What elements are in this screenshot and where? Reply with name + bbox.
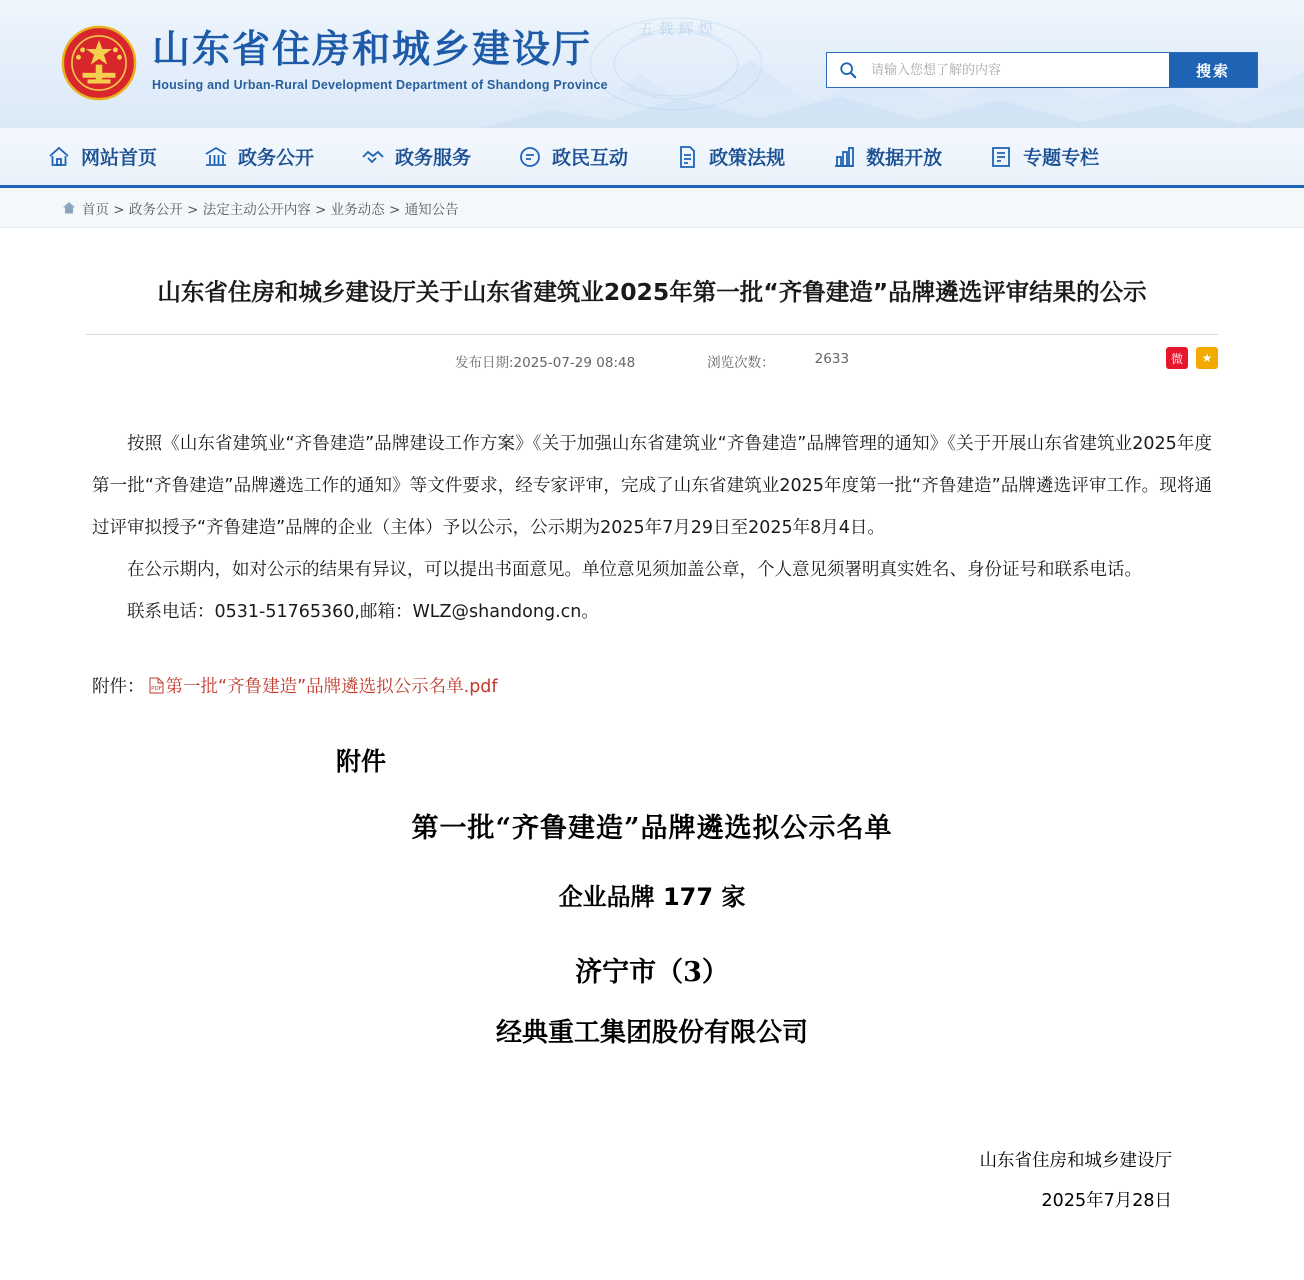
attachment-preview xyxy=(86,698,1218,1260)
view-count-group xyxy=(707,351,849,371)
view-count-label: 浏览次数： xyxy=(707,355,775,371)
nav-item-special-columns[interactable] xyxy=(988,143,1099,170)
nav-label-home: 网站首页 xyxy=(81,147,158,169)
nav-label-government-services: 政务服务 xyxy=(395,147,472,169)
paragraph-3: 联系电话：0531-51765360,邮箱：WLZ@shandong.cn。 xyxy=(127,602,599,622)
site-title-en: Housing and Urban-Rural Development Department of Shandong Province xyxy=(152,78,608,92)
column-icon xyxy=(988,144,1014,170)
site-header xyxy=(0,0,1304,128)
nav-label-open-data: 数据开放 xyxy=(866,147,943,169)
nav-label-government-affairs: 政务公开 xyxy=(238,147,315,169)
nav-label-public-interaction: 政民互动 xyxy=(552,147,629,169)
nav-label-special-columns: 专题专栏 xyxy=(1023,147,1100,169)
main-navigation xyxy=(0,128,1304,188)
chat-icon xyxy=(517,144,543,170)
home-small-icon xyxy=(62,201,76,215)
attachment-row xyxy=(86,633,1218,698)
page-title: 山东省住房和城乡建设厅关于山东省建筑业2025年第一批“齐鲁建造”品牌遴选评审结果的公示 xyxy=(86,262,1218,335)
paragraph-2: 在公示期内，如对公示的结果有异议，可以提出书面意见。单位意见须加盖公章，个人意见须署明真实姓名、身份证号和联系电话。 xyxy=(127,560,1142,580)
svg-text:PDF: PDF xyxy=(150,686,162,692)
favorite-icon[interactable]: ★ xyxy=(1196,347,1218,369)
attachment-preview-subtitle: 企业品牌 177 家 xyxy=(558,883,746,911)
document-icon xyxy=(674,144,700,170)
handshake-icon xyxy=(360,144,386,170)
nav-item-open-data[interactable] xyxy=(831,143,942,170)
site-title-block xyxy=(152,26,608,92)
nav-item-public-interaction[interactable] xyxy=(517,143,628,170)
share-icons xyxy=(1166,347,1218,369)
nav-label-policies-regulations: 政策法规 xyxy=(709,147,786,169)
article-meta xyxy=(86,335,1218,389)
paragraph-1: 按照《山东省建筑业“齐鲁建造”品牌建设工作方案》《关于加强山东省建筑业“齐鲁建造”品牌管理的通知》《关于开展山东省建筑业2025年度第一批“齐鲁建造”品牌遴选工作的通知》等文件要求，经专家评审，完成了山东省建筑业2025年度第一批“齐鲁建造”品牌遴选评审工作。现将通过评审拟授予“齐鲁建造”品牌的企业（主体）予以公示，公示期为2025年7月29日至2025年8月4日。 xyxy=(92,434,1212,538)
site-title-cn: 山东省住房和城乡建设厅 xyxy=(152,27,593,71)
article-body xyxy=(86,389,1218,633)
search-button[interactable]: 搜索 xyxy=(1169,53,1257,87)
search-input[interactable] xyxy=(869,53,1169,87)
chart-icon xyxy=(831,144,857,170)
attachment-preview-label: 附件 xyxy=(336,747,387,776)
attachment-preview-company: 经典重工集团股份有限公司 xyxy=(495,1018,808,1048)
nav-item-government-services[interactable] xyxy=(360,143,471,170)
attachment-preview-city: 济宁市（3） xyxy=(575,957,729,988)
breadcrumb-text[interactable]: 首页 > 政务公开 > 法定主动公开内容 > 业务动态 > 通知公告 xyxy=(82,201,459,218)
search-bar[interactable] xyxy=(826,52,1258,88)
attachment-label: 附件： xyxy=(92,677,145,697)
svg-text:五 载 辉 煌: 五 载 辉 煌 xyxy=(638,20,714,38)
article-container xyxy=(86,228,1218,1260)
nav-item-government-affairs[interactable] xyxy=(203,143,314,170)
attachment-link[interactable]: 第一批“齐鲁建造”品牌遴选拟公示名单.pdf xyxy=(165,677,498,697)
weibo-share-icon[interactable]: 微 xyxy=(1166,347,1188,369)
home-icon xyxy=(46,144,72,170)
attachment-preview-signoff: 山东省住房和城乡建设厅 xyxy=(979,1151,1172,1171)
pdf-icon xyxy=(149,677,164,694)
publish-date: 发布日期:2025-07-29 08:48 xyxy=(454,355,636,371)
search-icon xyxy=(827,53,869,87)
view-count-value: 2633 xyxy=(814,351,850,367)
attachment-preview-date: 2025年7月28日 xyxy=(1041,1191,1172,1211)
bank-icon xyxy=(203,144,229,170)
attachment-preview-title: 第一批“齐鲁建造”品牌遴选拟公示名单 xyxy=(411,813,893,844)
national-emblem-icon xyxy=(58,22,140,104)
nav-item-policies-regulations[interactable] xyxy=(674,143,785,170)
breadcrumb xyxy=(0,188,1304,228)
nav-item-home[interactable] xyxy=(46,143,157,170)
